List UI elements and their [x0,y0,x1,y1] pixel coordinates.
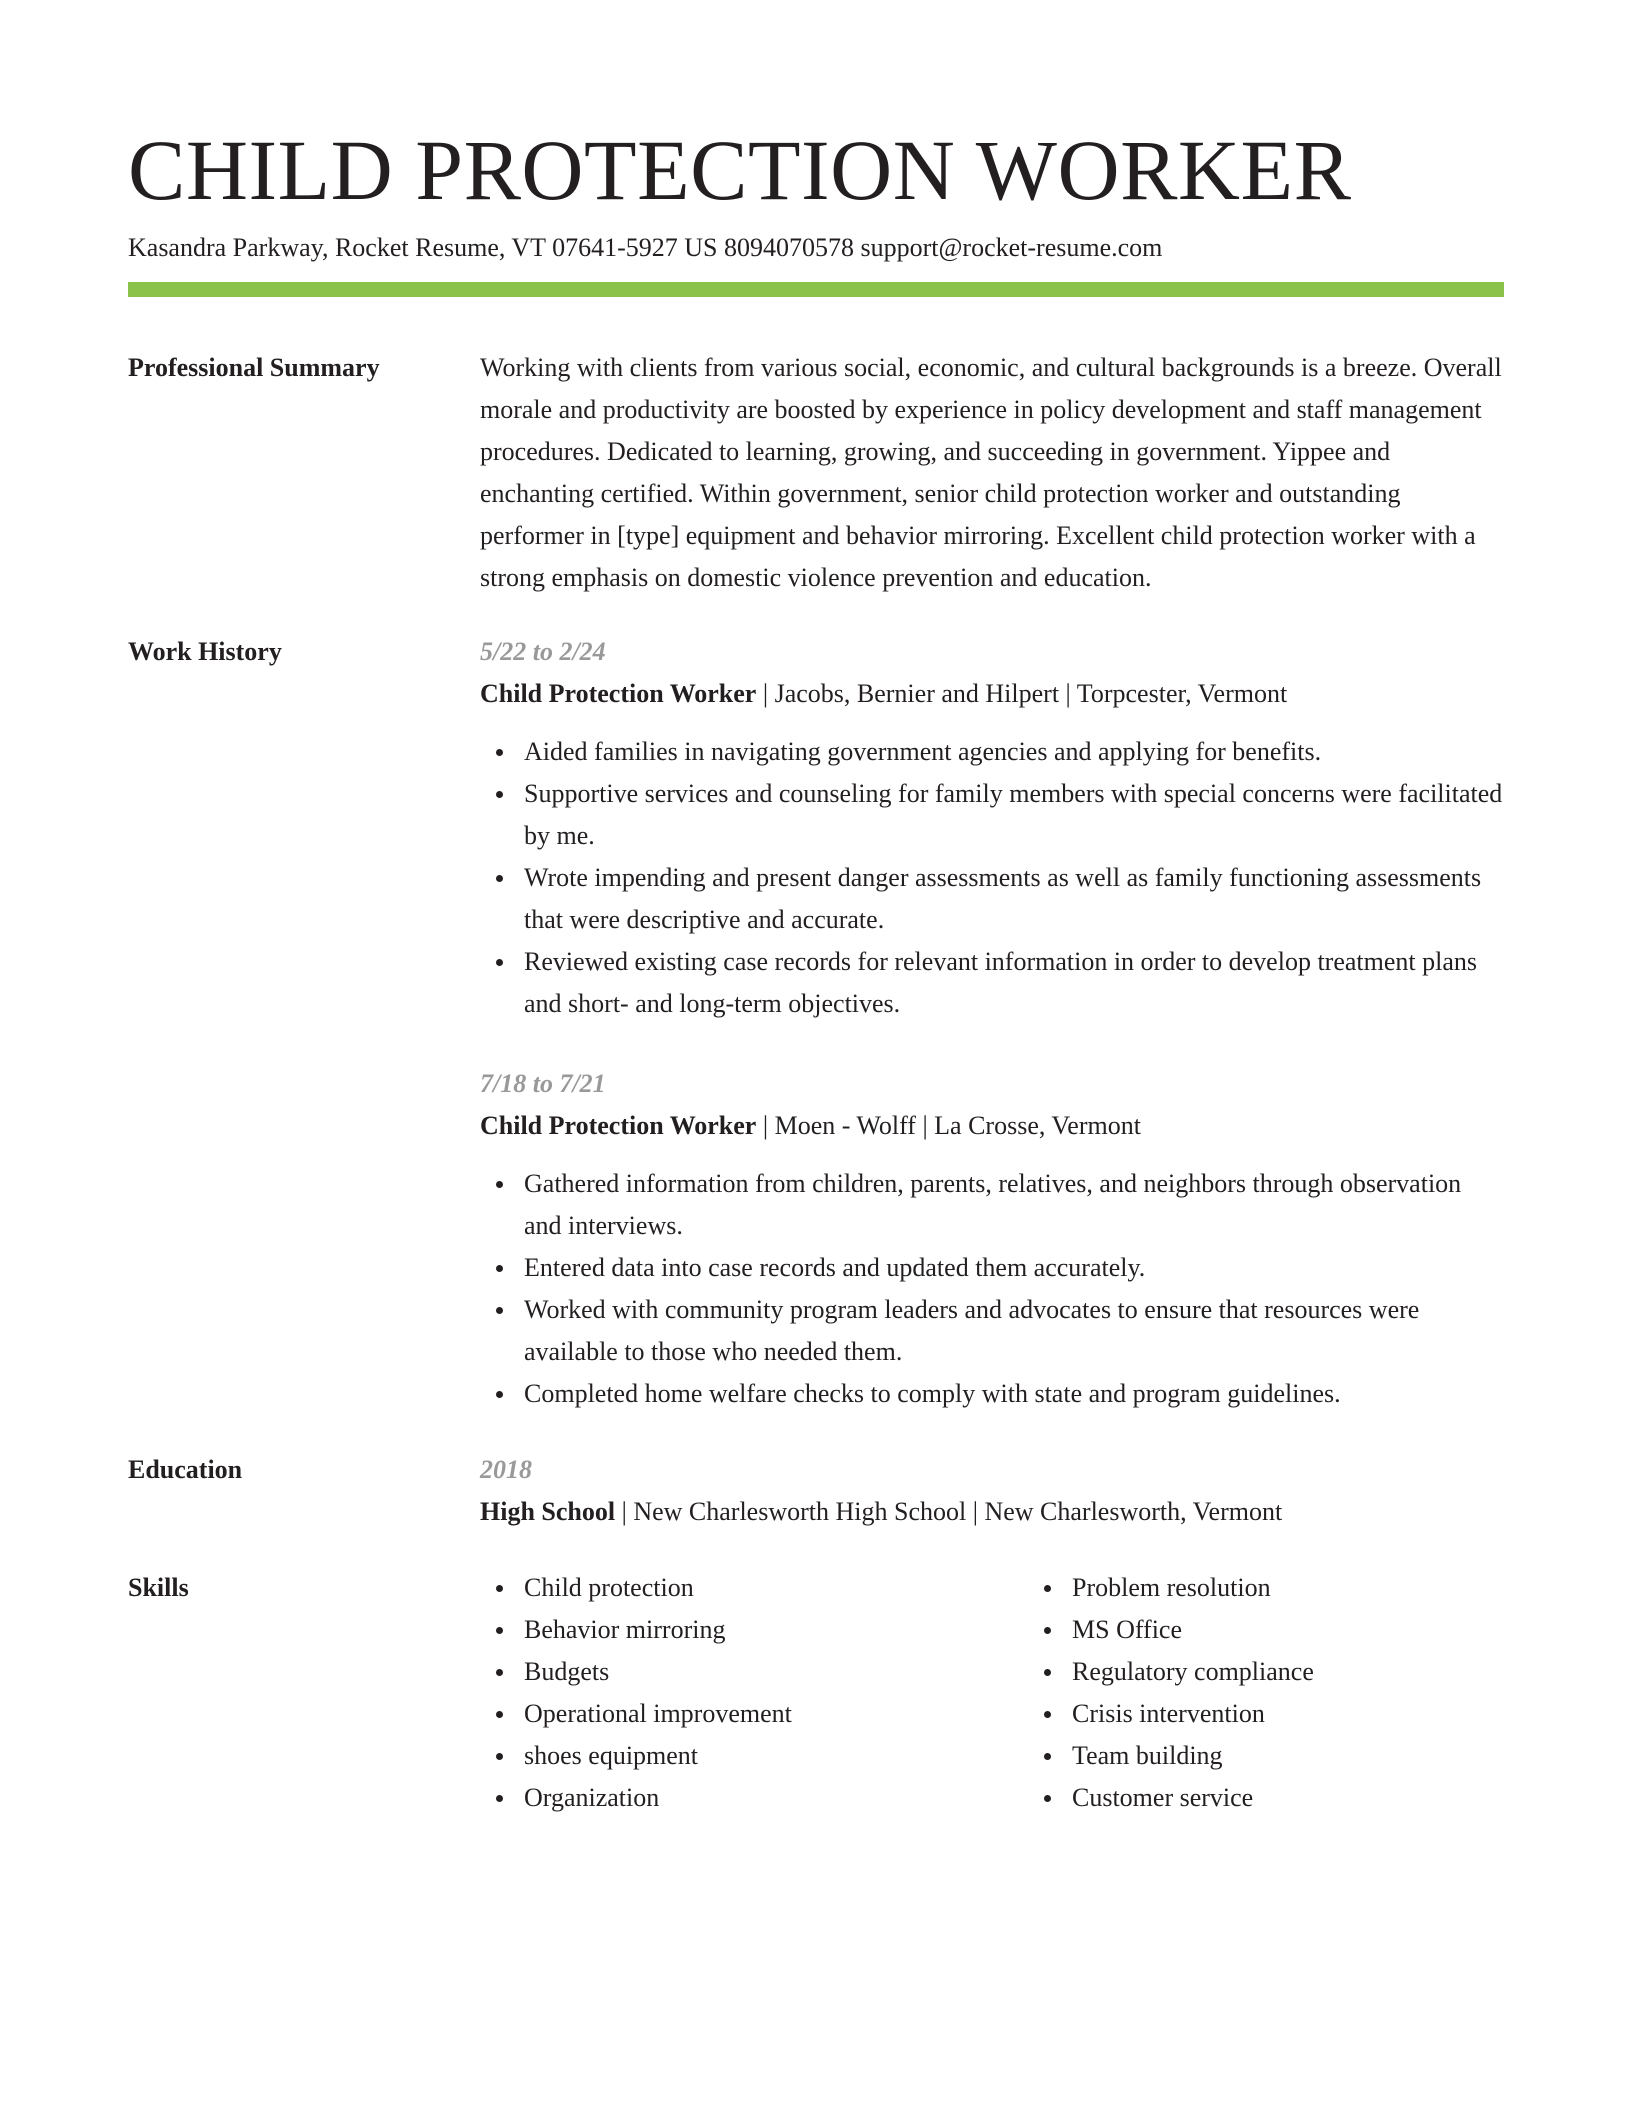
job-employer: | Moen - Wolff [756,1111,916,1140]
job-location: | Torpcester, Vermont [1059,679,1287,708]
skill-item: Operational improvement [524,1693,1028,1735]
skills-section [128,1567,1504,1819]
list-item: Supportive services and counseling for family members with special concerns were facilitated by me. [524,773,1504,857]
education-heading: Education [128,1455,243,1484]
list-item: Gathered information from children, parents, relatives, and neighbors through observation and interviews. [524,1163,1504,1247]
list-item: Completed home welfare checks to comply with state and program guidelines. [524,1373,1504,1415]
job-duties-list [480,731,1504,1025]
education-line [480,1491,1504,1533]
education-degree: High School [480,1497,616,1526]
work-history-heading: Work History [128,637,282,666]
education-location: | New Charlesworth, Vermont [966,1497,1282,1526]
list-item: Entered data into case records and updated them accurately. [524,1247,1504,1289]
skills-body [480,1567,1576,1819]
contact-address: Kasandra Parkway, Rocket Resume, VT 07641-5927 US [128,233,718,262]
education-section [128,1449,1504,1533]
job-title-line [480,1105,1504,1147]
job-entry [480,631,1504,1025]
work-history-body [480,631,1504,1415]
job-title: Child Protection Worker [480,679,757,708]
list-item: Reviewed existing case records for relevant information in order to develop treatment plans and short- and long-term objectives. [524,941,1504,1025]
job-title: Child Protection Worker [480,1111,757,1140]
education-body [480,1449,1504,1533]
job-title-line [480,673,1504,715]
job-dates: 5/22 to 2/24 [480,637,606,666]
list-item: Wrote impending and present danger assessments as well as family functioning assessments that were descriptive and accurate. [524,857,1504,941]
contact-email: support@rocket-resume.com [860,233,1163,262]
skill-item: Crisis intervention [1072,1693,1576,1735]
skills-list-right [1028,1567,1576,1819]
skill-item: Regulatory compliance [1072,1651,1576,1693]
resume-page [128,120,1504,1819]
summary-section [128,347,1504,599]
contact-line [128,230,1504,266]
skill-item: Organization [524,1777,1028,1819]
skill-item: Team building [1072,1735,1576,1777]
job-employer: | Jacobs, Bernier and Hilpert [756,679,1059,708]
skill-item: Customer service [1072,1777,1576,1819]
job-duties-list [480,1163,1504,1415]
skill-item: Behavior mirroring [524,1609,1028,1651]
work-history-section [128,631,1504,1415]
skill-item: Child protection [524,1567,1028,1609]
skill-item: Problem resolution [1072,1567,1576,1609]
skill-item: MS Office [1072,1609,1576,1651]
summary-heading: Professional Summary [128,353,380,382]
header-divider [128,282,1504,297]
list-item: Aided families in navigating government agencies and applying for benefits. [524,731,1504,773]
skills-columns [480,1567,1576,1819]
summary-text: Working with clients from various social, economic, and cultural backgrounds is a breeze. Overall morale and productivity are boosted by experience in policy development and staff management procedures. Dedicated to learning, growing, and succeeding in government. Yippee and enchanting certified. Within government, senior child protection worker and outstanding performer in [type] equipment and behavior mirroring. Excellent child protection worker with a strong emphasis on domestic violence prevention and education. [480,353,1502,592]
skills-heading: Skills [128,1573,189,1602]
skill-item: Budgets [524,1651,1028,1693]
skills-list-left [480,1567,1028,1819]
list-item: Worked with community program leaders and advocates to ensure that resources were available to those who needed them. [524,1289,1504,1373]
job-location: | La Crosse, Vermont [916,1111,1141,1140]
job-entry [480,1063,1504,1415]
resume-title: CHILD PROTECTION WORKER [128,122,1352,218]
skill-item: shoes equipment [524,1735,1028,1777]
job-dates: 7/18 to 7/21 [480,1069,606,1098]
education-school: | New Charlesworth High School [615,1497,966,1526]
education-year: 2018 [480,1455,532,1484]
contact-phone: 8094070578 [723,233,854,262]
